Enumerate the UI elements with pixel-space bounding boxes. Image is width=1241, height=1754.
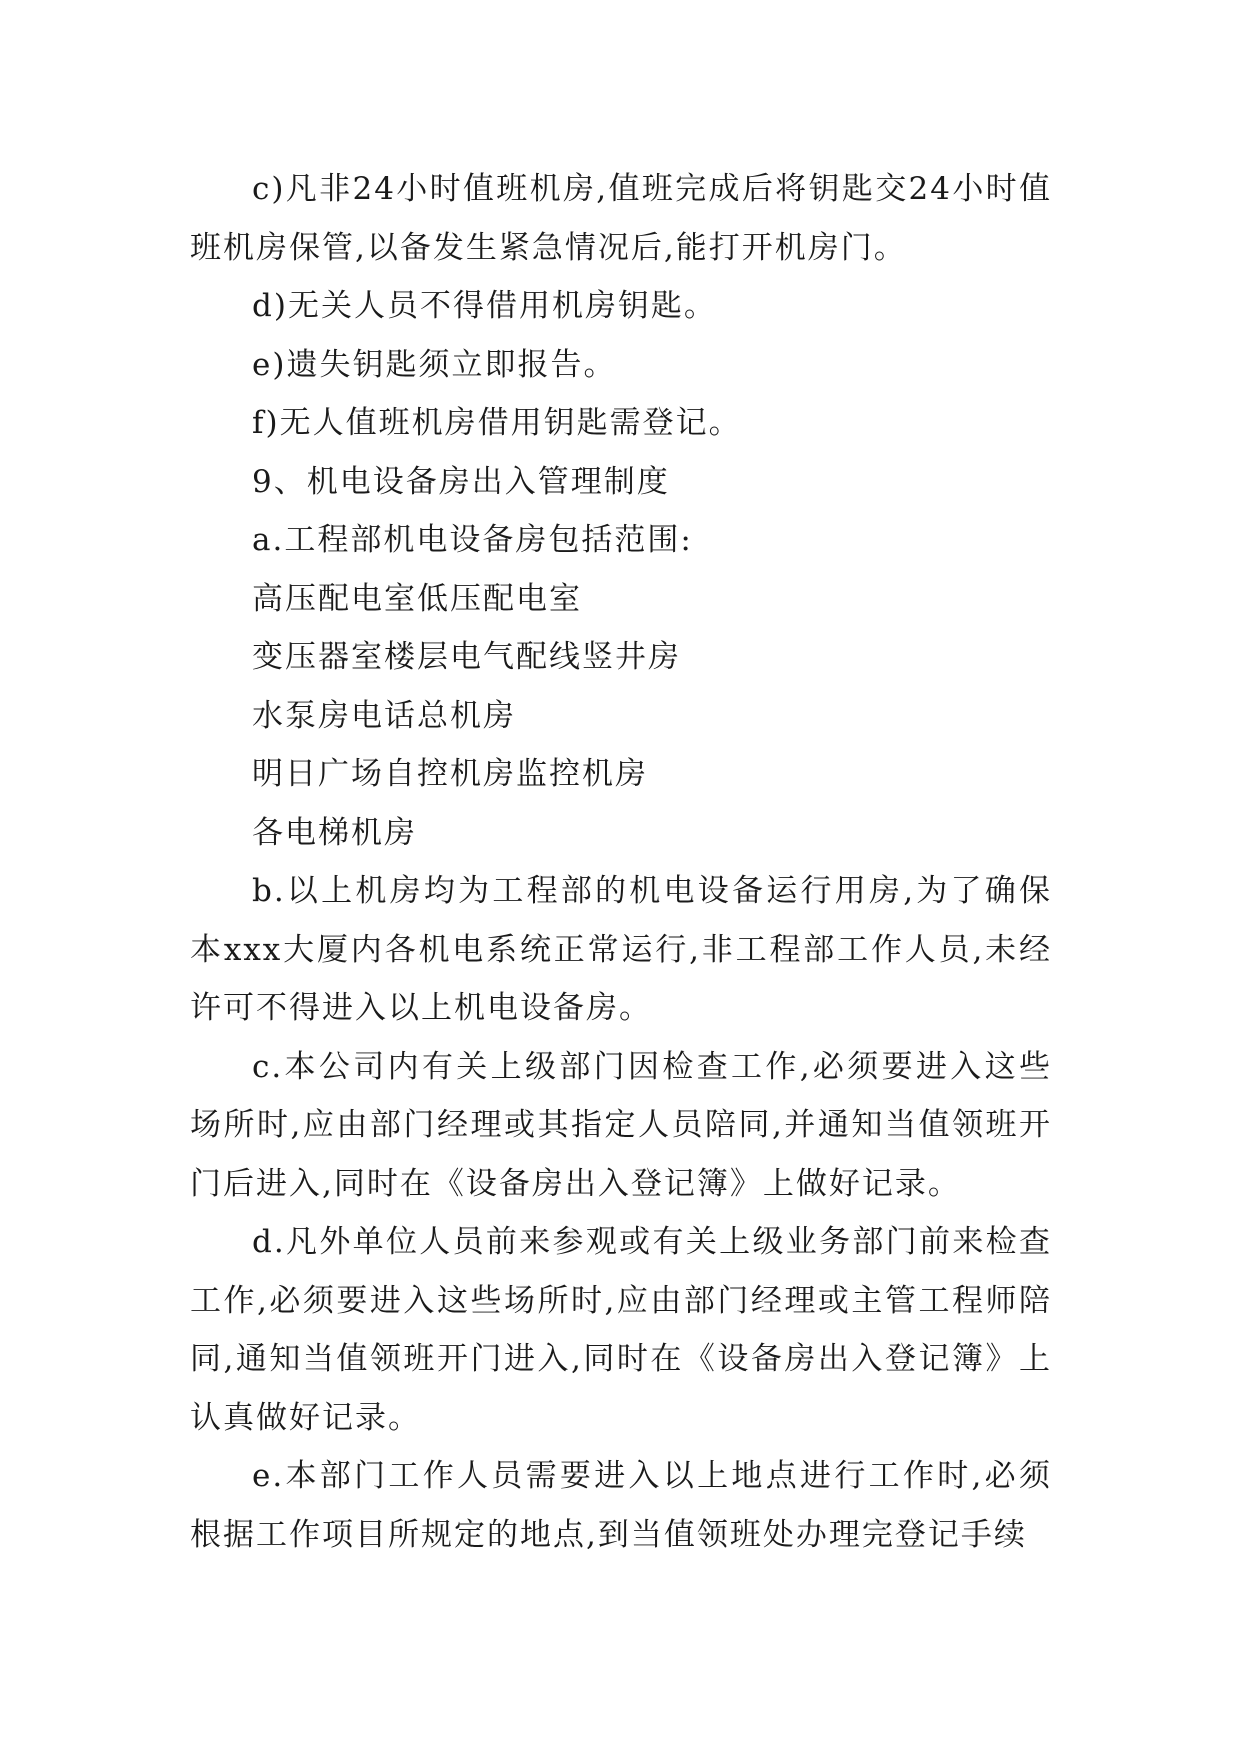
paragraph-clause-e: e.本部门工作人员需要进入以上地点进行工作时,必须根据工作项目所规定的地点,到当值领班处办理完登记手续 xyxy=(190,1458,1052,1553)
document-body xyxy=(190,160,1052,1564)
paragraph-key-clause-f: f)无人值班机房借用钥匙需登记。 xyxy=(252,405,742,441)
room-list-item: 变压器室楼层电气配线竖井房 xyxy=(252,639,681,675)
paragraph-key-clause-d: d)无关人员不得借用机房钥匙。 xyxy=(252,288,717,324)
room-list-item: 明日广场自控机房监控机房 xyxy=(252,756,648,792)
room-list-item: 水泵房电话总机房 xyxy=(252,697,516,734)
paragraph-clause-a: a.工程部机电设备房包括范围: xyxy=(252,522,693,558)
room-list-item: 各电梯机房 xyxy=(252,814,417,851)
paragraph-clause-c: c.本公司内有关上级部门因检查工作,必须要进入这些场所时,应由部门经理或其指定人员陪同,并通知当值领班开门后进入,同时在《设备房出入登记簿》上做好记录。 xyxy=(190,1048,1052,1202)
room-list-item: 高压配电室低压配电室 xyxy=(252,580,582,617)
paragraph-key-clause-e: e)遗失钥匙须立即报告。 xyxy=(252,346,617,383)
paragraph-key-clause-c: c)凡非24小时值班机房,值班完成后将钥匙交24小时值班机房保管,以备发生紧急情况后,能打开机房门。 xyxy=(190,171,1052,266)
paragraph-clause-d: d.凡外单位人员前来参观或有关上级业务部门前来检查工作,必须要进入这些场所时,应由部门经理或主管工程师陪同,通知当值领班开门进入,同时在《设备房出入登记簿》上认真做好记录。 xyxy=(190,1224,1052,1436)
paragraph-clause-b: b.以上机房均为工程部的机电设备运行用房,为了确保本xxx大厦内各机电系统正常运行,非工程部工作人员,未经许可不得进入以上机电设备房。 xyxy=(190,873,1052,1026)
section-heading-9: 9、机电设备房出入管理制度 xyxy=(252,463,670,500)
